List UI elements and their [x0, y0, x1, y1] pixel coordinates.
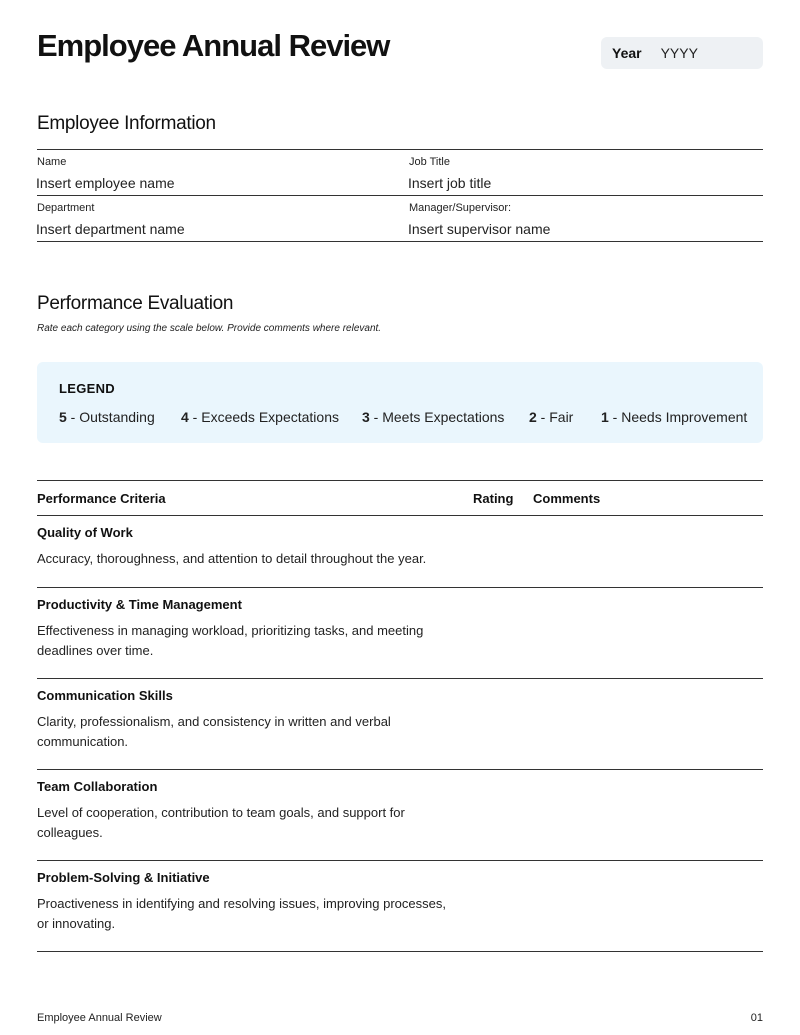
criteria-name-collaboration: Team Collaboration [37, 779, 158, 794]
criteria-desc-problem-solving: Proactiveness in identifying and resolving issues, improving processes, or innovating. [37, 896, 446, 931]
page-number: 01 [750, 1012, 763, 1024]
criteria-name-quality: Quality of Work [37, 525, 133, 540]
criteria-desc-communication: Clarity, professionalism, and consistency in written and verbal communication. [37, 714, 391, 749]
table-row-border [37, 587, 763, 588]
comments-column-header: Comments [533, 491, 601, 506]
divider [37, 195, 763, 196]
department-field[interactable]: Insert department name [36, 221, 185, 237]
legend-item-3: 3 - Meets Expectations [362, 409, 505, 425]
criteria-name-communication: Communication Skills [37, 688, 173, 703]
criteria-name-problem-solving: Problem-Solving & Initiative [37, 870, 210, 885]
job-title-label: Job Title [409, 156, 450, 168]
table-header-border [37, 515, 763, 516]
criteria-desc-productivity: Effectiveness in managing workload, prioritizing tasks, and meeting deadlines over time. [37, 623, 424, 658]
legend-item-2: 2 - Fair [529, 409, 574, 425]
legend-item-4: 4 - Exceeds Expectations [181, 409, 339, 425]
year-value[interactable]: YYYY [660, 45, 698, 61]
rating-column-header: Rating [473, 491, 514, 506]
criteria-name-productivity: Productivity & Time Management [37, 597, 242, 612]
criteria-desc-quality: Accuracy, thoroughness, and attention to detail throughout the year. [37, 551, 427, 566]
table-bottom-border [37, 951, 763, 952]
employee-info-heading: Employee Information [37, 113, 216, 134]
manager-label: Manager/Supervisor: [409, 202, 512, 214]
department-label: Department [37, 202, 95, 214]
table-row-border [37, 769, 763, 770]
page-title: Employee Annual Review [37, 28, 390, 63]
legend-title: LEGEND [59, 381, 115, 396]
table-top-border [37, 480, 763, 481]
legend-item-5: 5 - Outstanding [59, 409, 155, 425]
legend-item-1: 1 - Needs Improvement [601, 409, 748, 425]
name-label: Name [37, 156, 67, 168]
table-row-border [37, 860, 763, 861]
criteria-column-header: Performance Criteria [37, 491, 166, 506]
year-label: Year [612, 45, 642, 61]
year-field[interactable] [601, 37, 763, 69]
divider [37, 241, 763, 242]
performance-evaluation-heading: Performance Evaluation [37, 293, 234, 314]
manager-field[interactable]: Insert supervisor name [408, 221, 551, 237]
evaluation-instructions: Rate each category using the scale below. Provide comments where relevant. [37, 323, 382, 334]
divider [37, 149, 763, 150]
job-title-field[interactable]: Insert job title [408, 175, 492, 191]
footer-doc-name: Employee Annual Review [37, 1012, 162, 1024]
legend-box [37, 362, 763, 443]
name-field[interactable]: Insert employee name [36, 175, 175, 191]
criteria-desc-collaboration: Level of cooperation, contribution to team goals, and support for colleagues. [37, 805, 405, 840]
table-row-border [37, 678, 763, 679]
